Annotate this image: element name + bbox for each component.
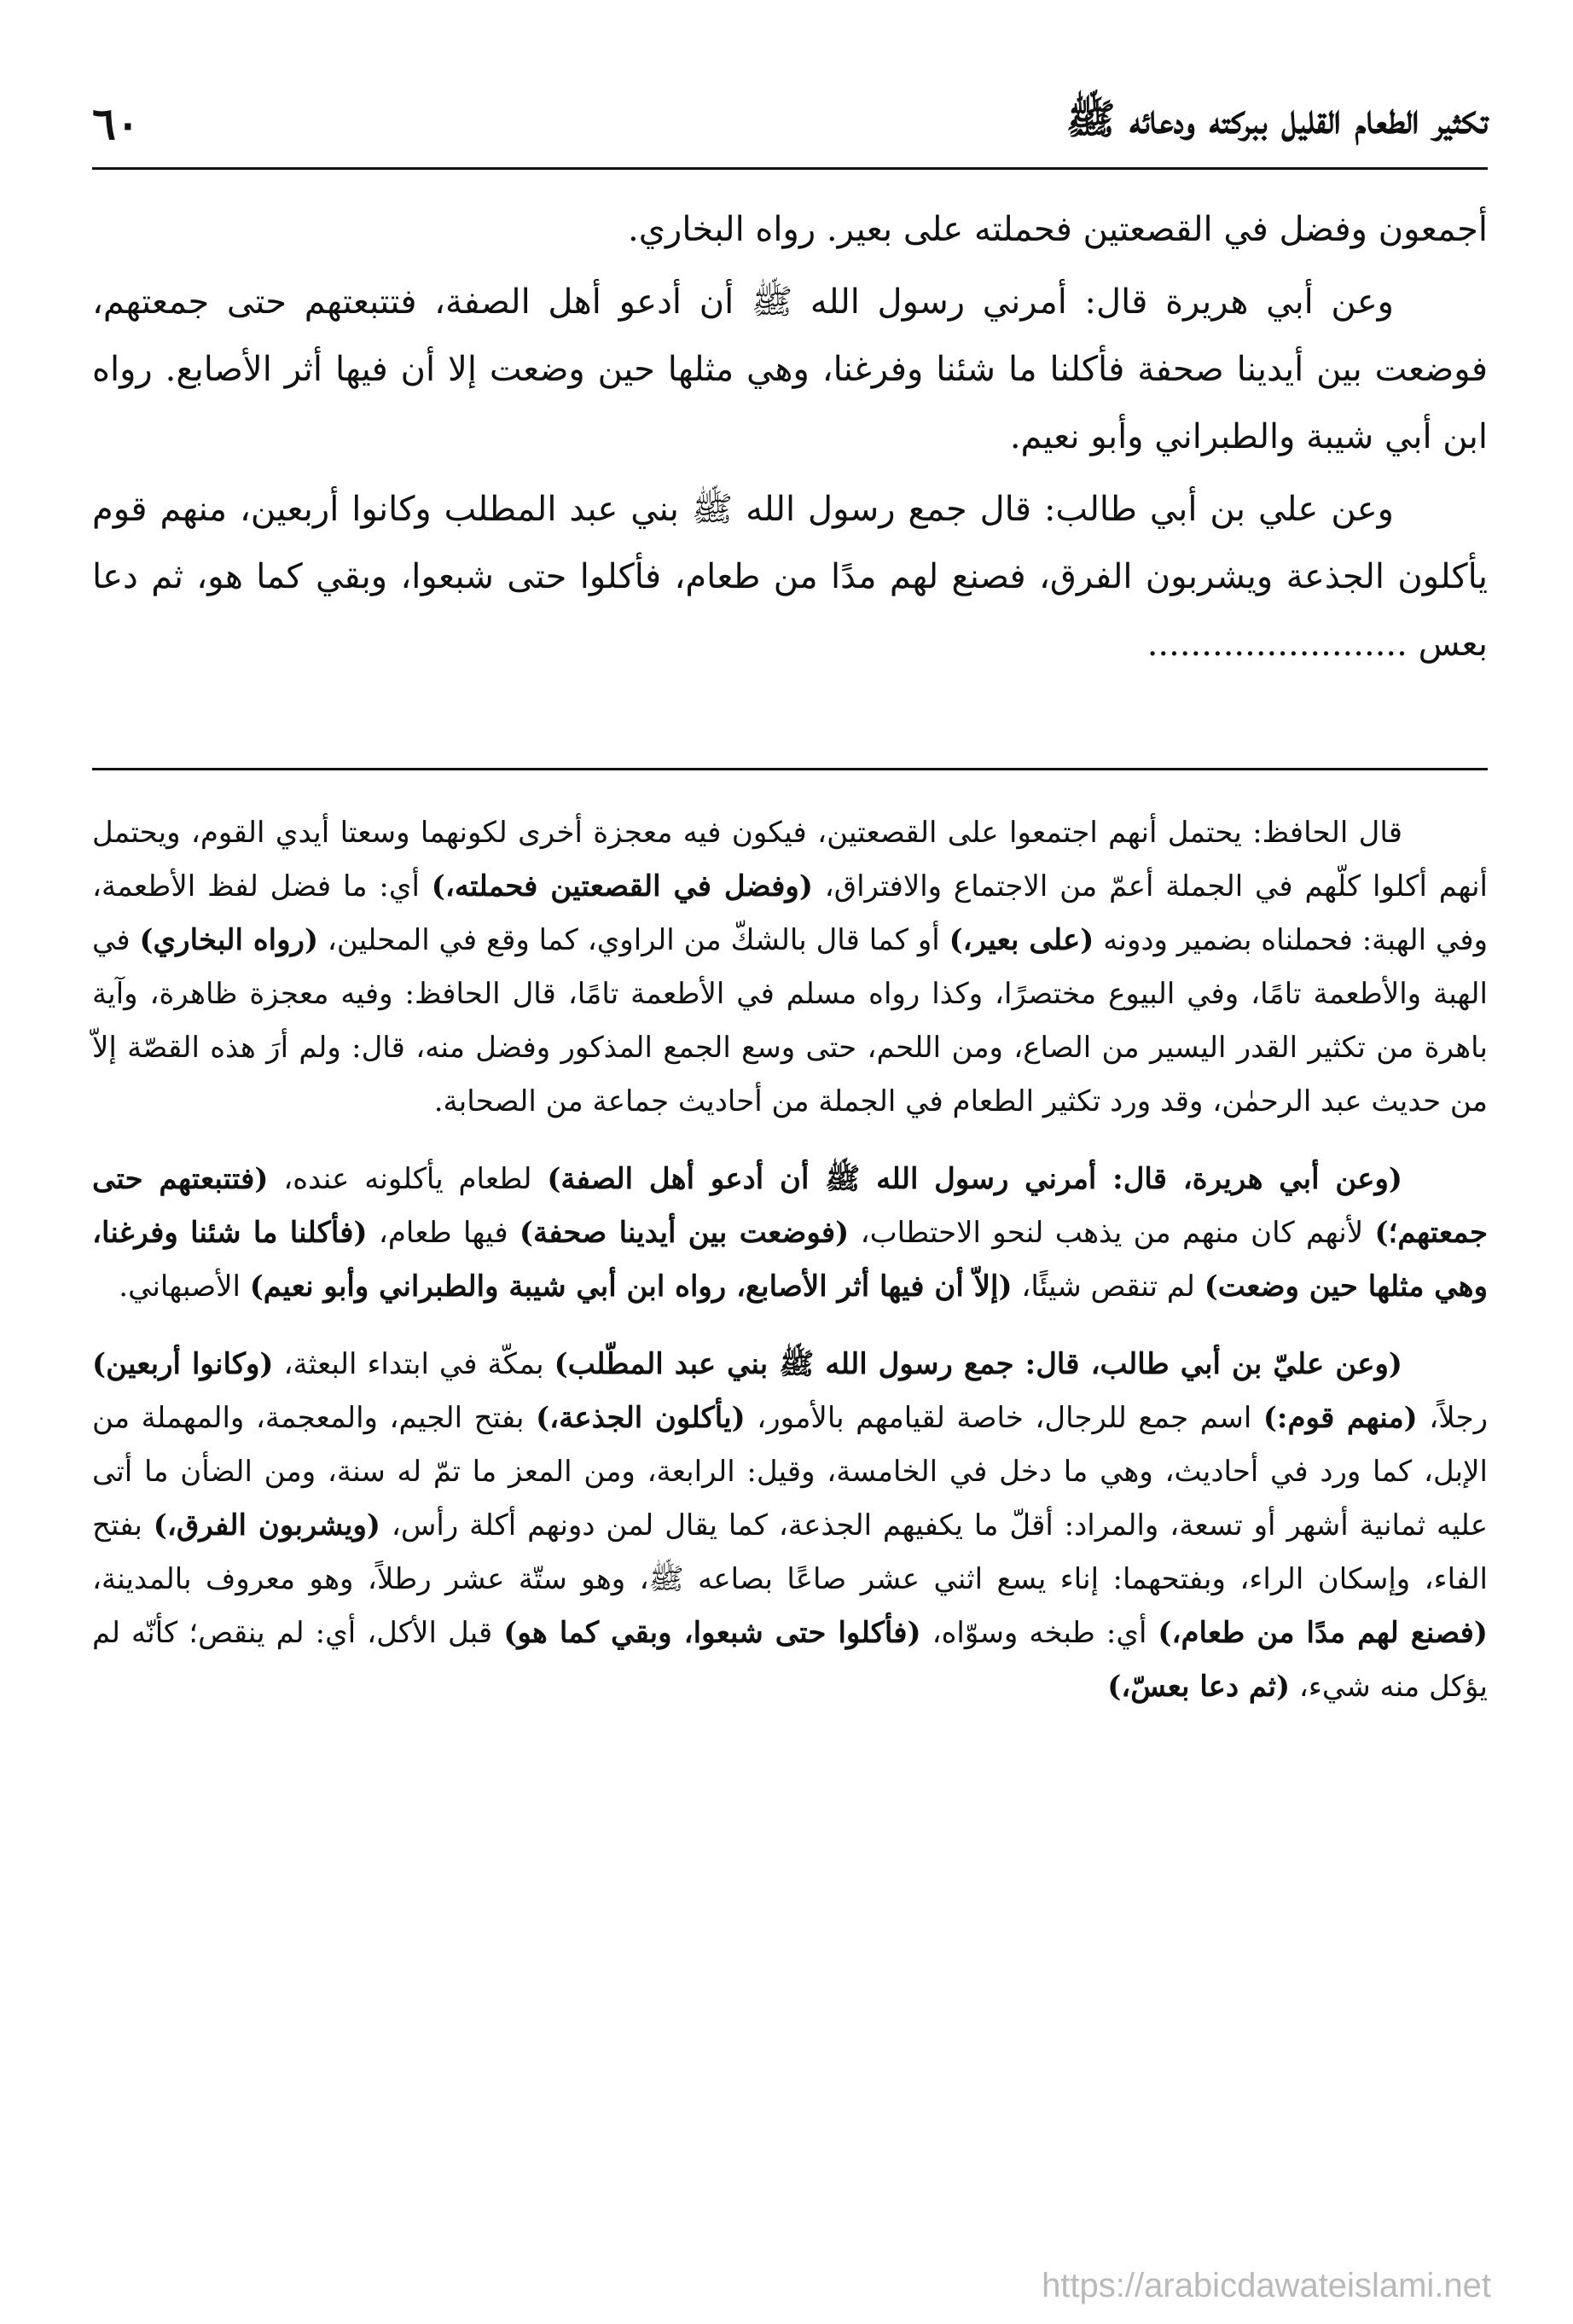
hadith-paragraph-1: وعن أبي هريرة قال: أمرني رسول الله ﷺ أن أدعو أهل الصفة، فتتبعتهم حتى جمعتهم، فوضعت بين أيدينا صحفة فأكلنا ما شئنا وفرغنا، وهي مثلها حين وضعت إلا أن فيها أثر الأصابع. رواه ابن أبي شيبة والطبراني وأبو نعيم. <box>92 282 1488 456</box>
text-segment: بمكّة في ابتداء البعثة، <box>273 1347 554 1381</box>
bold-quote-segment: (فوضعت بين أيدينا صحفة) <box>519 1216 850 1250</box>
text-segment: الأصبهاني. <box>119 1269 250 1304</box>
text-segment: أو كما قال بالشكّ من الراوي، كما وقع في المحلين، <box>318 923 949 957</box>
bold-quote-segment: (فتتبعتهم حتى جمعتهم؛) <box>92 1162 1488 1250</box>
commentary-paragraph-3 <box>92 1338 1488 1714</box>
commentary-paragraph-2 <box>92 1153 1488 1314</box>
bold-quote-segment: (على بعير،) <box>949 923 1094 957</box>
commentary-section <box>92 806 1488 1738</box>
hadith-paragraph-2-text: وعن علي بن أبي طالب: قال جمع رسول الله ﷺ بني عبد المطلب وكانوا أربعين، منهم قوم يأكلون الجذعة ويشربون الفرق، فصنع لهم مدًا من طعام، فأكلوا حتى شبعوا، وبقي كما هو، ثم دعا بعس <box>92 490 1488 664</box>
bold-quote-segment: (ثم دعا بعسّ،) <box>1107 1670 1291 1704</box>
text-segment: اسم جمع للرجال، خاصة لقيامهم بالأمور، <box>745 1401 1263 1435</box>
text-segment: رجلاً، <box>1417 1401 1489 1435</box>
bold-quote-segment: (إلاّ أن فيها أثر الأصابع، رواه ابن أبي شيبة والطبراني وأبو نعيم) <box>249 1269 1013 1304</box>
hadith-text <box>92 196 1488 683</box>
text-segment: في الهبة والأطعمة تامًا، وفي البيوع مختصرًا، وكذا رواه مسلم في الأطعمة تامًا، قال الحافظ: وفيه معجزة ظاهرة، وآية باهرة من تكثير القدر اليسير من الصاع، ومن اللحم، حتى وسع الجمع المذكور وفضل منه، قال: ولم أرَ هذه القصّة إلاّ من حديث عبد الرحمٰن، وقد ورد تكثير الطعام في الجملة من أحاديث جماعة من الصحابة. <box>92 923 1488 1118</box>
bold-quote-segment: (وفضل في القصعتين فحملته،) <box>431 869 813 903</box>
page-header <box>92 85 1488 162</box>
watermark-url: https://arabicdawateislami.net <box>1042 2267 1491 2304</box>
text-segment: أي: طبخه وسوّاه، <box>920 1616 1158 1650</box>
page-number: ٦٠ <box>92 97 140 150</box>
footnote-divider <box>92 768 1488 770</box>
continuation-dots: ........................ <box>1146 625 1408 664</box>
commentary-paragraph-1 <box>92 806 1488 1129</box>
bold-quote-segment: (ويشربون الفرق،) <box>153 1508 380 1543</box>
text-segment: أي: ما فضل لفظ الأطعمة، وفي الهبة: فحملناه بضمير ودونه <box>92 869 1488 957</box>
bold-quote-segment: (يأكلون الجذعة،) <box>536 1401 746 1435</box>
text-segment: لطعام يأكلونه عنده، <box>268 1162 548 1196</box>
hadith-line-1: أجمعون وفضل في القصعتين فحملته على بعير. رواه البخاري. <box>628 210 1488 249</box>
text-segment: فيها طعام، <box>367 1216 519 1250</box>
bold-quote-segment: (وكانوا أربعين) <box>92 1347 274 1381</box>
bold-quote-segment: (رواه البخاري) <box>139 923 319 957</box>
bold-quote-segment: (فأكلنا ما شئنا وفرغنا، وهي مثلها حين وضعت) <box>92 1216 1488 1304</box>
bold-quote-segment: (وعن عليّ بن أبي طالب، قال: جمع رسول الله ﷺ بني عبد المطّلب) <box>554 1347 1402 1381</box>
bold-quote-segment: (فصنع لهم مدًا من طعام،) <box>1158 1616 1488 1650</box>
text-segment: قبل الأكل، أي: لم ينقص؛ كأنّه لم يؤكل منه شيء، <box>92 1616 1488 1704</box>
text-segment: بفتح الجيم، والمعجمة، والمهملة من الإبل، كما ورد في أحاديث، وهي ما دخل في الخامسة، وقيل: الرابعة، ومن المعز ما تمّ له سنة، ومن الضأن ما أتى عليه ثمانية أشهر أو تسعة، والمراد: أقلّ ما يكفيهم الجذعة، كما يقال لمن دونهم أكلة رأس، <box>92 1401 1488 1543</box>
text-segment: لم تنقص شيئًا، <box>1012 1269 1204 1304</box>
text-segment: بفتح الفاء، وإسكان الراء، وبفتحهما: إناء يسع اثني عشر صاعًا بصاعه ﷺ، وهو ستّة عشر رطلاً، وهو معروف بالمدينة، <box>92 1508 1488 1596</box>
text-segment: قال الحافظ: يحتمل أنهم اجتمعوا على القصعتين، فيكون فيه معجزة أخرى لكونهما وسعتا أيدي القوم، ويحتمل أنهم أكلوا كلّهم في الجملة أعمّ من الاجتماع والافتراق، <box>92 816 1488 903</box>
bold-quote-segment: (منهم قوم:) <box>1262 1401 1418 1435</box>
text-segment: لأنهم كان منهم من يذهب لنحو الاحتطاب، <box>849 1216 1375 1250</box>
bold-quote-segment: (وعن أبي هريرة، قال: أمرني رسول الله ﷺ أن أدعو أهل الصفة) <box>547 1162 1403 1196</box>
hadith-paragraph-2 <box>92 476 1488 678</box>
header-title: تكثير الطعام القليل ببركته ودعائه ﷺ <box>1065 95 1488 143</box>
bold-quote-segment: (فأكلوا حتى شبعوا، وبقي كما هو) <box>503 1616 921 1650</box>
header-rule <box>92 167 1488 170</box>
